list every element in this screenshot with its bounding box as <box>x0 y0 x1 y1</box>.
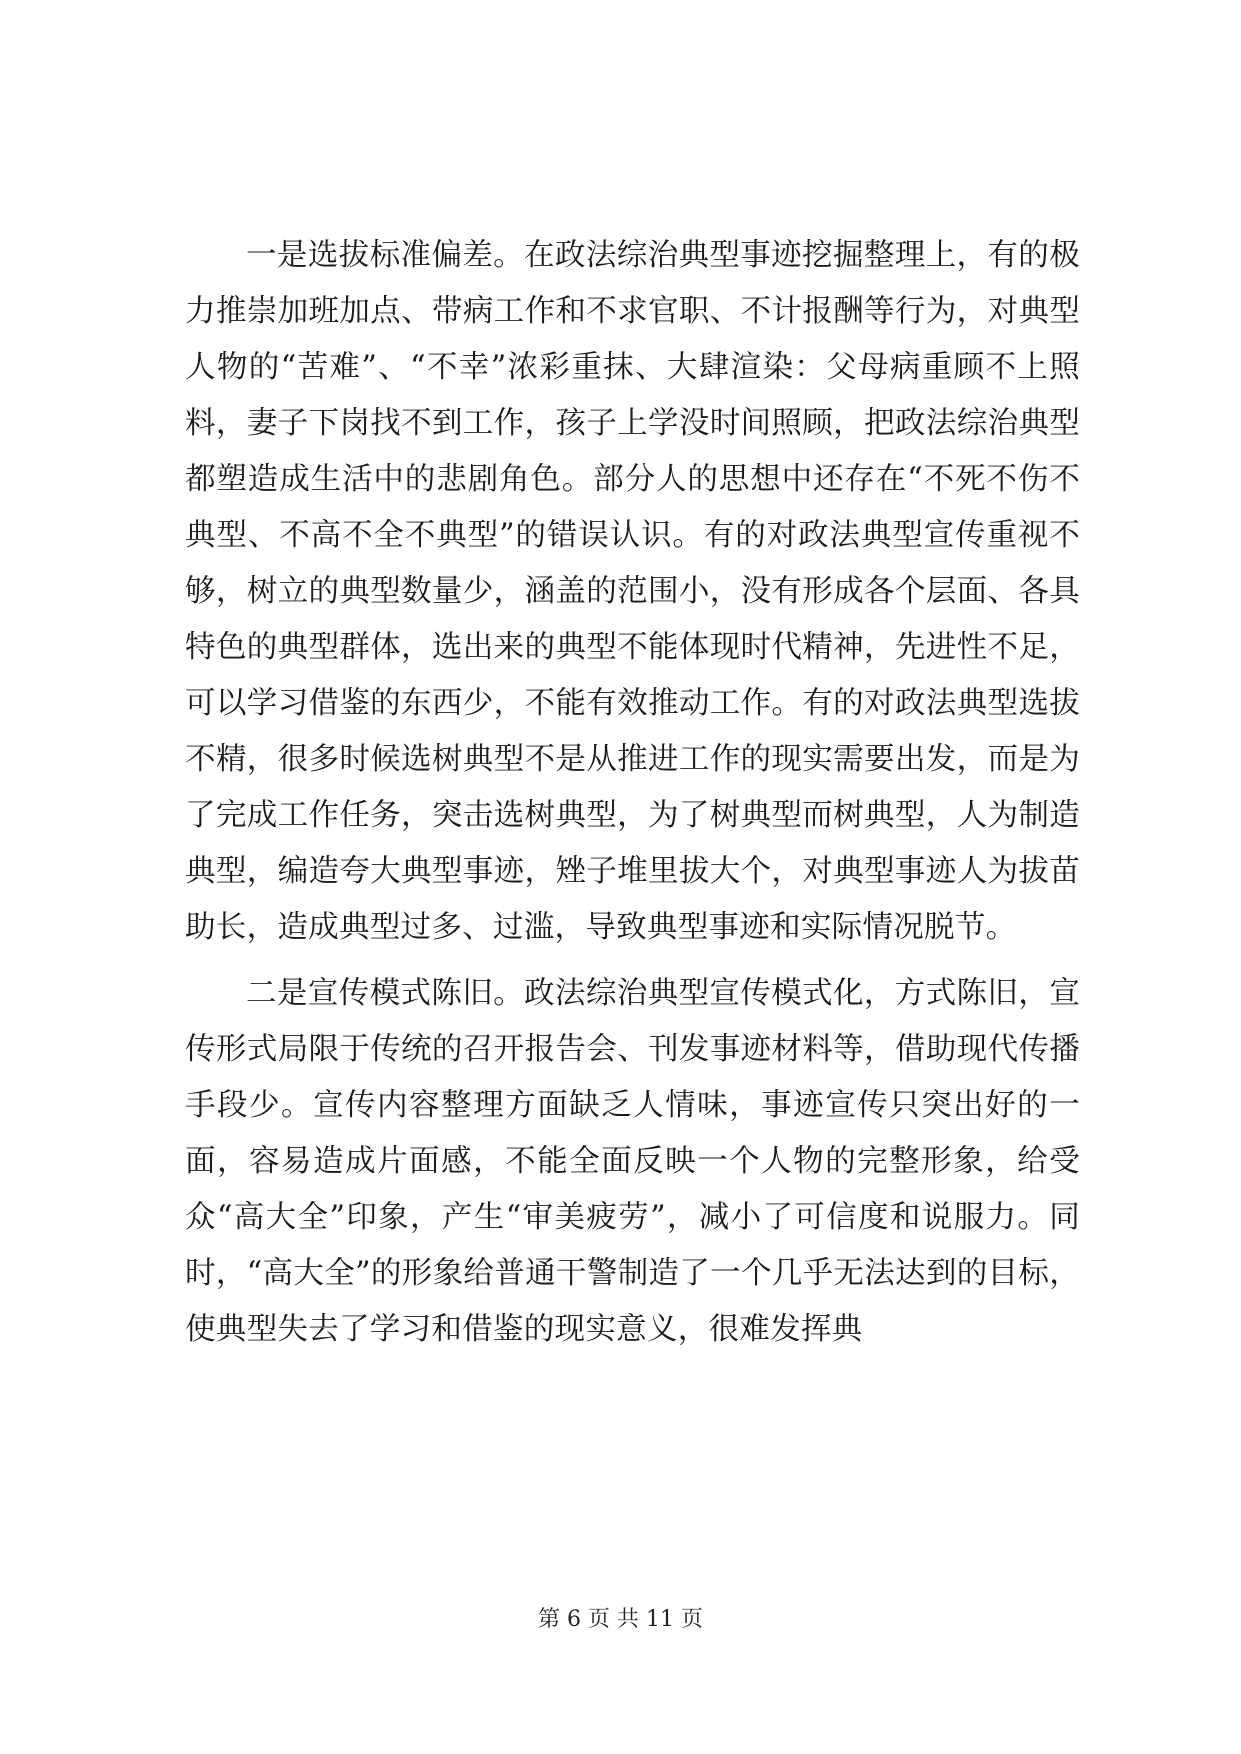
paragraph-propaganda-model: 二是宣传模式陈旧。政法综治典型宣传模式化，方式陈旧，宣传形式局限于传统的召开报告会、刊发事迹材料等，借助现代传播手段少。宣传内容整理方面缺乏人情味，事迹宣传只突出好的一面，容易造成片面感，不能全面反映一个人物的完整形象，给受众“高大全”印象，产生“审美疲劳”，减小了可信度和说服力。同时，“高大全”的形象给普通干警制造了一个几乎无法达到的目标，使典型失去了学习和借鉴的现实意义，很难发挥典 <box>185 976 1080 1347</box>
document-body <box>185 228 1080 1358</box>
paragraph-selection-standard: 一是选拔标准偏差。在政法综治典型事迹挖掘整理上，有的极力推崇加班加点、带病工作和不求官职、不计报酬等行为，对典型人物的“苦难”、“不幸”浓彩重抹、大肆渲染：父母病重顾不上照料，妻子下岗找不到工作，孩子上学没时间照顾，把政法综治典型都塑造成生活中的悲剧角色。部分人的思想中还存在“不死不伤不典型、不高不全不典型”的错误认识。有的对政法典型宣传重视不够，树立的典型数量少，涵盖的范围小，没有形成各个层面、各具特色的典型群体，选出来的典型不能体现时代精神，先进性不足，可以学习借鉴的东西少，不能有效推动工作。有的对政法典型选拔不精，很多时候选树典型不是从推进工作的现实需要出发，而是为了完成工作任务，突击选树典型，为了树典型而树典型，人为制造典型，编造夸大典型事迹，矬子堆里拔大个，对典型事迹人为拔苗助长，造成典型过多、过滥，导致典型事迹和实际情况脱节。 <box>185 238 1080 945</box>
page-number-footer: 第 6 页 共 11 页 <box>538 1607 703 1632</box>
